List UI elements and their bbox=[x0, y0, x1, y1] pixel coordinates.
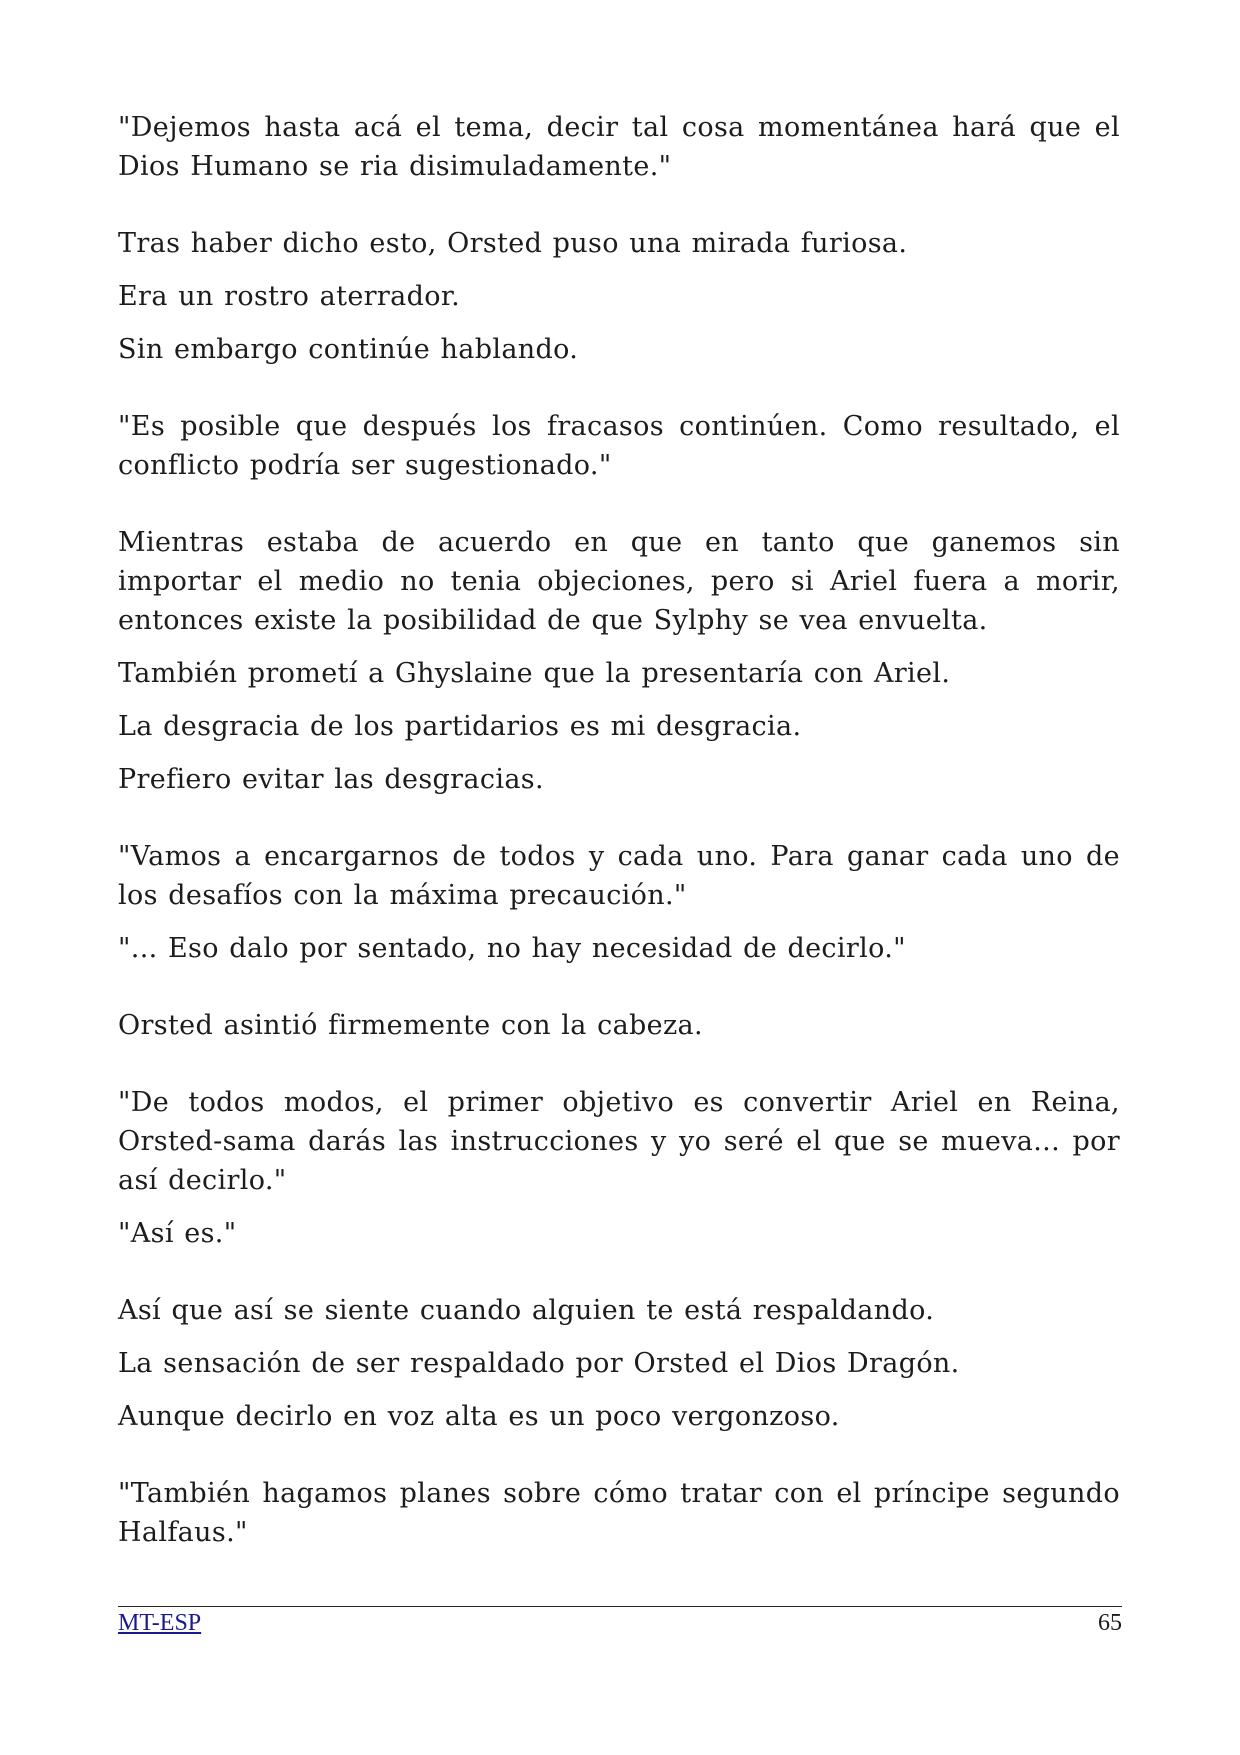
document-body bbox=[118, 108, 1120, 1552]
paragraph: Así que así se siente cuando alguien te está respaldando. bbox=[118, 1295, 935, 1326]
paragraph: "Dejemos hasta acá el tema, decir tal cosa momentánea hará que el Dios Humano se ria disimuladamente." bbox=[118, 112, 1120, 182]
paragraph: La sensación de ser respaldado por Orsted el Dios Dragón. bbox=[118, 1348, 960, 1379]
paragraph: "Así es." bbox=[118, 1218, 237, 1249]
paragraph: También prometí a Ghyslaine que la presentaría con Ariel. bbox=[118, 658, 951, 689]
paragraph: Mientras estaba de acuerdo en que en tanto que ganemos sin importar el medio no tenia objeciones, pero si Ariel fuera a morir, entonces existe la posibilidad de que Sylphy se vea envuelta. bbox=[118, 527, 1120, 636]
paragraph: "... Eso dalo por sentado, no hay necesidad de decirlo." bbox=[118, 933, 906, 964]
footer-link[interactable]: MT-ESP bbox=[118, 1610, 202, 1636]
paragraph: Prefiero evitar las desgracias. bbox=[118, 764, 544, 795]
paragraph: Era un rostro aterrador. bbox=[118, 281, 461, 312]
paragraph: "De todos modos, el primer objetivo es convertir Ariel en Reina, Orsted-sama darás las instrucciones y yo seré el que se mueva... por así decirlo." bbox=[118, 1087, 1120, 1196]
paragraph: "Vamos a encargarnos de todos y cada uno. Para ganar cada uno de los desafíos con la máxima precaución." bbox=[118, 841, 1120, 911]
page-number: 65 bbox=[1098, 1610, 1122, 1636]
paragraph: Tras haber dicho esto, Orsted puso una mirada furiosa. bbox=[118, 228, 908, 259]
paragraph: Orsted asintió firmemente con la cabeza. bbox=[118, 1010, 703, 1041]
paragraph: "Es posible que después los fracasos continúen. Como resultado, el conflicto podría ser sugestionado." bbox=[118, 411, 1120, 481]
paragraph: "También hagamos planes sobre cómo tratar con el príncipe segundo Halfaus." bbox=[118, 1478, 1120, 1548]
page-footer bbox=[118, 1606, 1122, 1637]
paragraph: Sin embargo continúe hablando. bbox=[118, 334, 579, 365]
paragraph: La desgracia de los partidarios es mi desgracia. bbox=[118, 711, 802, 742]
paragraph: Aunque decirlo en voz alta es un poco vergonzoso. bbox=[118, 1401, 840, 1432]
